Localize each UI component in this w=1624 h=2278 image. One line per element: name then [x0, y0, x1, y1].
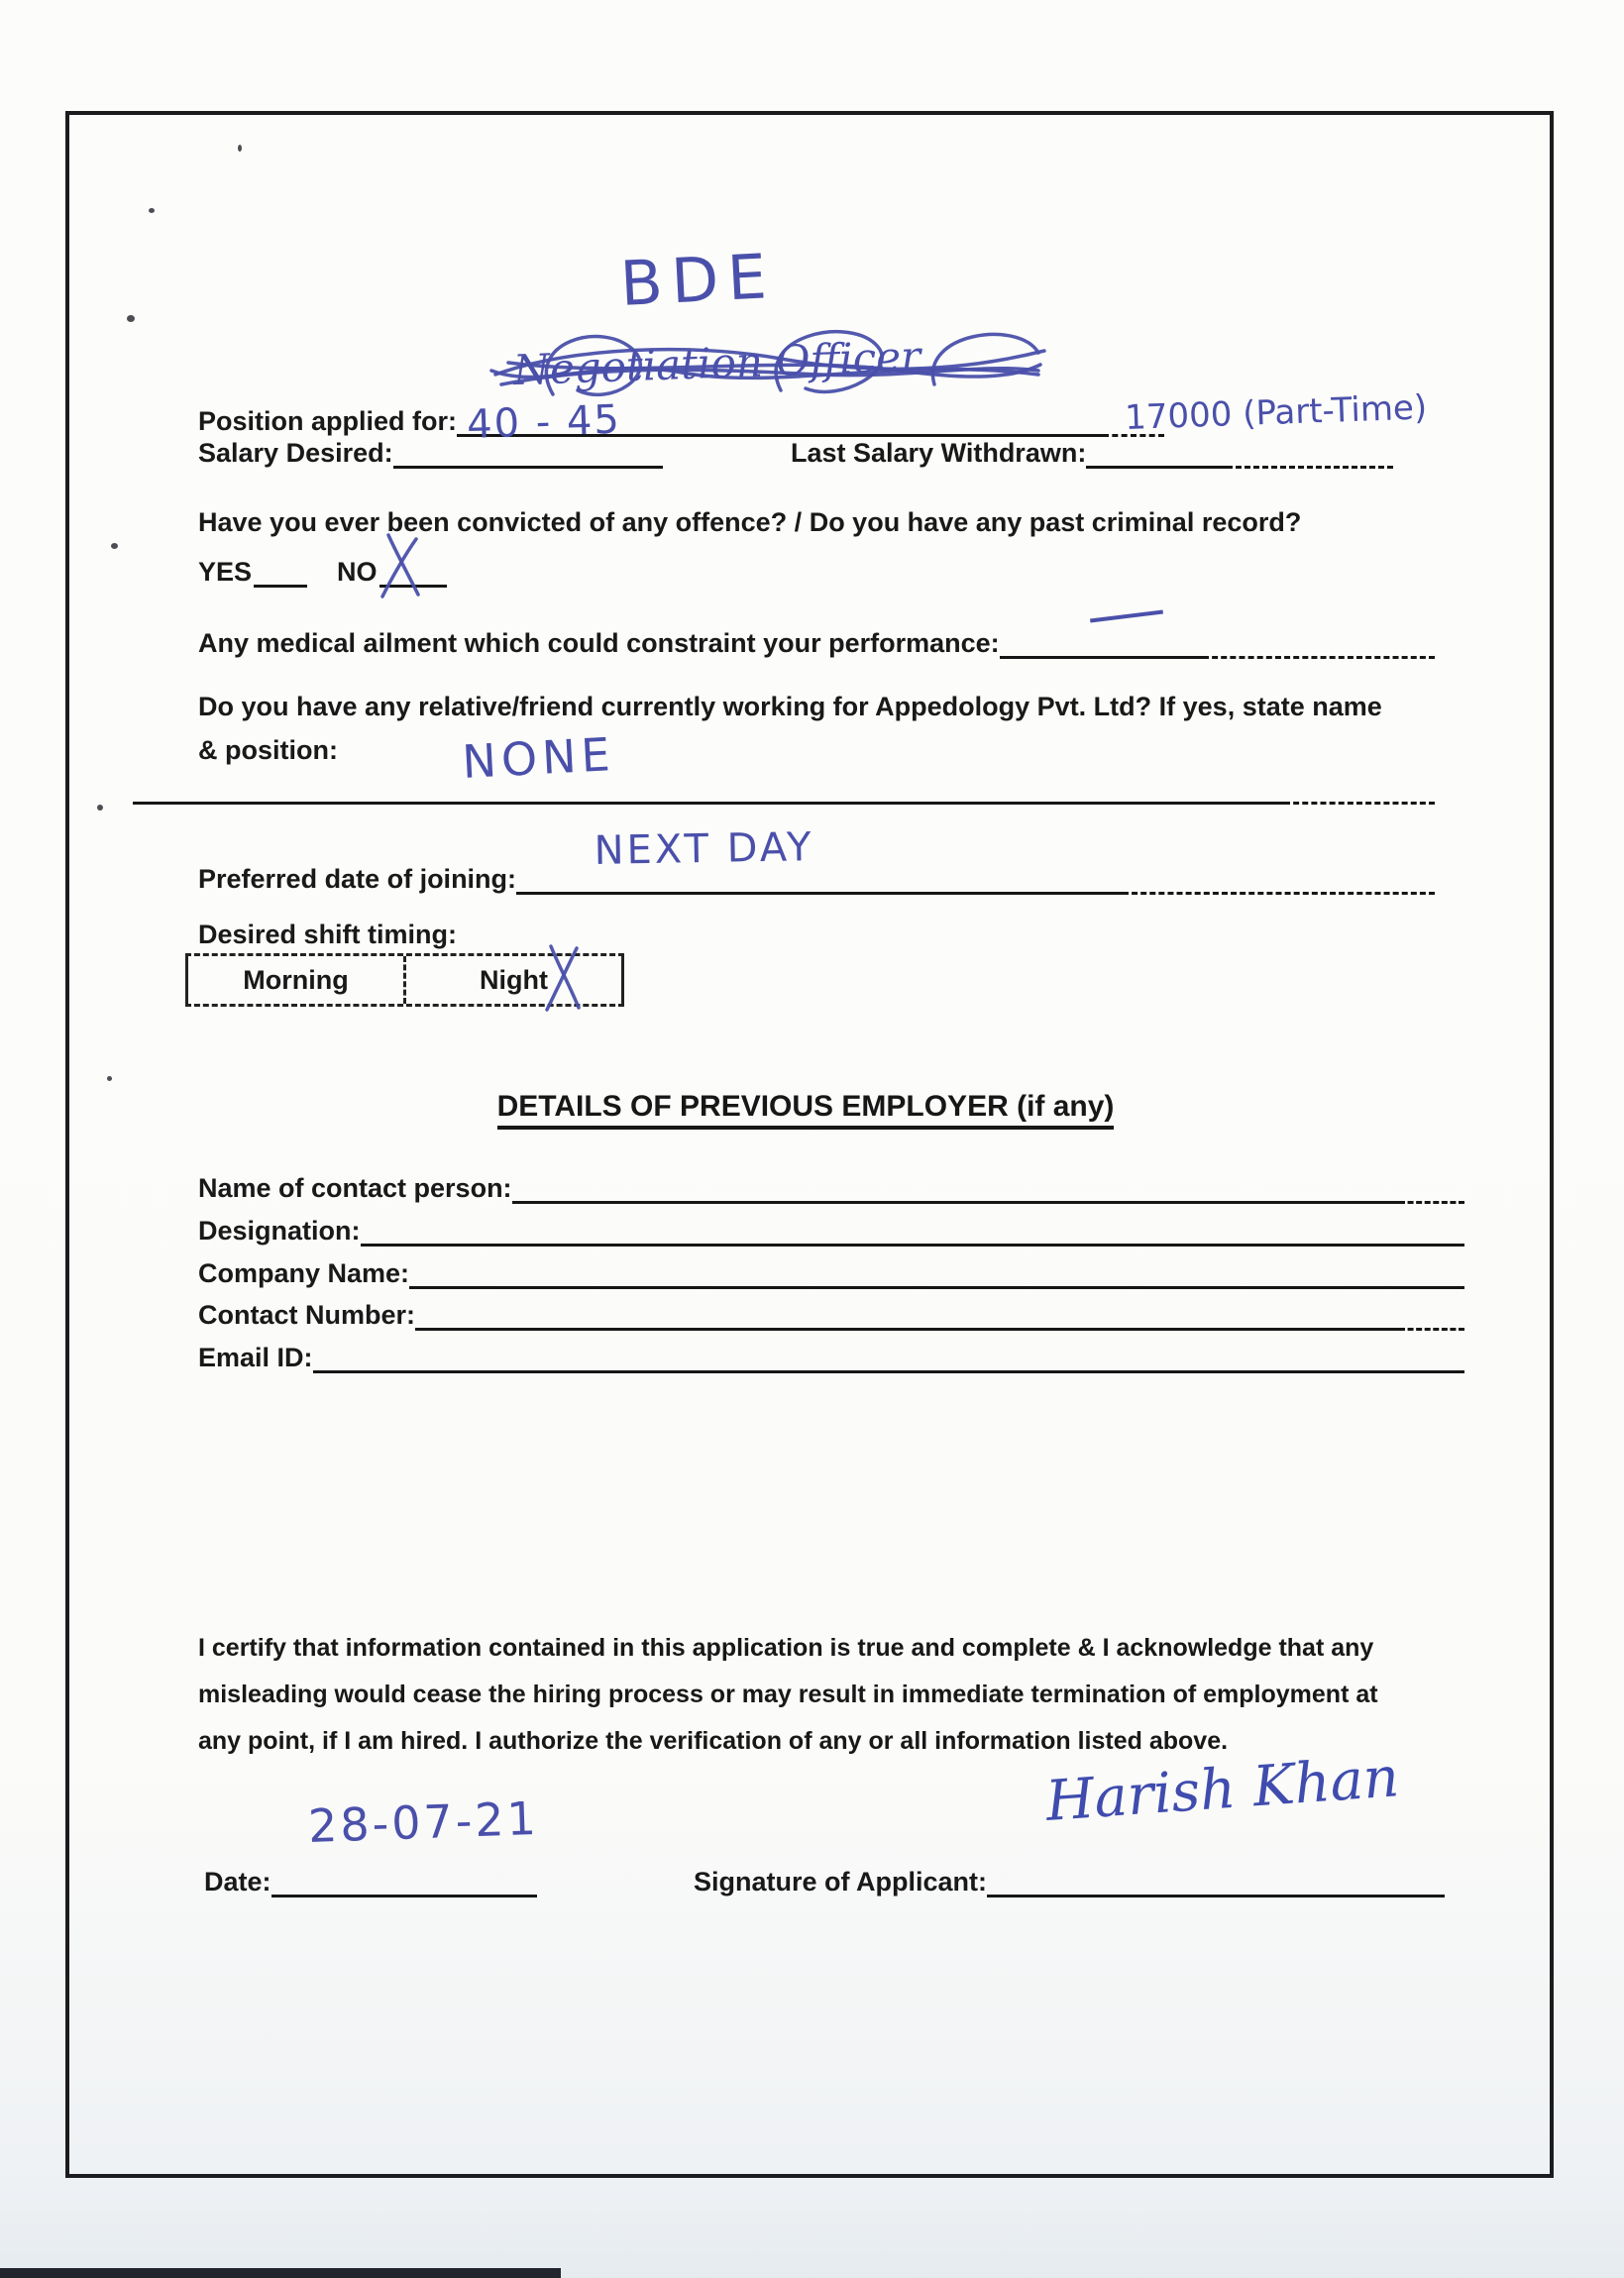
- shift-option-night: [406, 956, 621, 1004]
- field-date: [204, 1861, 537, 1898]
- shift-option-morning: [188, 956, 406, 1004]
- date-label: Date:: [204, 1867, 271, 1897]
- designation-label: Designation:: [198, 1216, 361, 1246]
- company-name-line: [409, 1252, 1464, 1289]
- joining-answer-line-tail: [1123, 858, 1435, 895]
- medical-label: Any medical ailment which could constraint your performance:: [198, 628, 1000, 658]
- scan-speck: [127, 315, 135, 322]
- contact-person-line: [512, 1167, 1399, 1204]
- handwritten-note-bde: BDE: [618, 239, 778, 320]
- handwritten-salary: 40 - 45: [466, 396, 622, 448]
- contact-number-line-tail: [1399, 1294, 1464, 1331]
- contact-person-label: Name of contact person:: [198, 1173, 512, 1203]
- medical-answer-line-tail: [1203, 622, 1435, 659]
- designation-line: [361, 1210, 1464, 1247]
- certification-text: I certify that information contained in this application is true and complete & I acknowledge that any misleading would cease the hiring process or may result in immediate termination of employment at any point, if I am hired. I authorize the verification of any or all information listed above.: [198, 1634, 1378, 1755]
- scan-speck: [107, 1076, 112, 1081]
- field-email-id: [198, 1337, 1464, 1373]
- shift-options-box: [185, 953, 624, 1007]
- position-label: Position applied for:: [198, 406, 457, 436]
- no-x-mark: [377, 529, 426, 598]
- scan-speck: [97, 805, 103, 811]
- contact-number-line: [415, 1294, 1399, 1331]
- last-salary-answer-line-tail: [1227, 432, 1393, 469]
- handwritten-date: 28-07-21: [307, 1790, 540, 1853]
- no-label: NO: [337, 557, 378, 587]
- question-relative-line1: Do you have any relative/friend currently working for Appedology Pvt. Ltd? If yes, state name: [198, 692, 1382, 721]
- scan-speck: [111, 543, 118, 549]
- signature-label: Signature of Applicant:: [694, 1867, 987, 1897]
- section-heading-previous-employer: DETAILS OF PREVIOUS EMPLOYER (if any): [65, 1090, 1546, 1124]
- night-label: Night: [480, 964, 548, 995]
- relative-answer-line-tail: [1284, 768, 1435, 805]
- label-shift-timing: Desired shift timing:: [198, 920, 458, 949]
- medical-answer-line: [1000, 622, 1203, 659]
- question-criminal-record: Have you ever been convicted of any offence? / Do you have any past criminal record?: [198, 507, 1302, 537]
- question-relative-line2: & position:: [198, 735, 338, 765]
- date-line: [271, 1861, 537, 1898]
- scan-speck: [149, 208, 155, 213]
- salary-label: Salary Desired:: [198, 438, 393, 468]
- yes-label: YES: [198, 557, 253, 587]
- field-designation: [198, 1210, 1464, 1247]
- field-contact-person: [198, 1167, 1464, 1204]
- field-medical-ailment: [198, 622, 1435, 659]
- relative-answer-line: [133, 768, 1435, 805]
- email-id-label: Email ID:: [198, 1343, 313, 1372]
- contact-number-label: Contact Number:: [198, 1300, 416, 1330]
- relative-answer-line-solid: [133, 768, 1284, 805]
- last-salary-answer-line: [1086, 432, 1227, 469]
- field-joining-date: [198, 858, 1435, 895]
- email-id-line: [313, 1337, 1464, 1373]
- yes-blank: [254, 551, 307, 588]
- morning-label: Morning: [243, 964, 349, 995]
- joining-label: Preferred date of joining:: [198, 864, 517, 894]
- field-company-name: [198, 1252, 1464, 1289]
- handwritten-joining-date: NEXT DAY: [594, 824, 814, 874]
- field-last-salary: [791, 432, 1393, 469]
- handwritten-signature: Harish Khan: [1043, 1745, 1402, 1834]
- company-name-label: Company Name:: [198, 1258, 410, 1288]
- handwritten-last-salary: 17000 (Part-Time): [1124, 387, 1428, 438]
- handwritten-none: NONE: [461, 727, 616, 789]
- field-signature: [694, 1861, 1445, 1898]
- last-salary-label: Last Salary Withdrawn:: [791, 438, 1087, 468]
- field-contact-number: [198, 1294, 1464, 1331]
- scan-edge-band: [0, 2268, 561, 2278]
- signature-line: [987, 1861, 1445, 1898]
- scan-speck: [238, 145, 242, 152]
- night-x-mark: [543, 940, 585, 1012]
- contact-person-line-tail: [1399, 1167, 1464, 1204]
- crossed-out-text: Negotiation Officer: [512, 331, 921, 395]
